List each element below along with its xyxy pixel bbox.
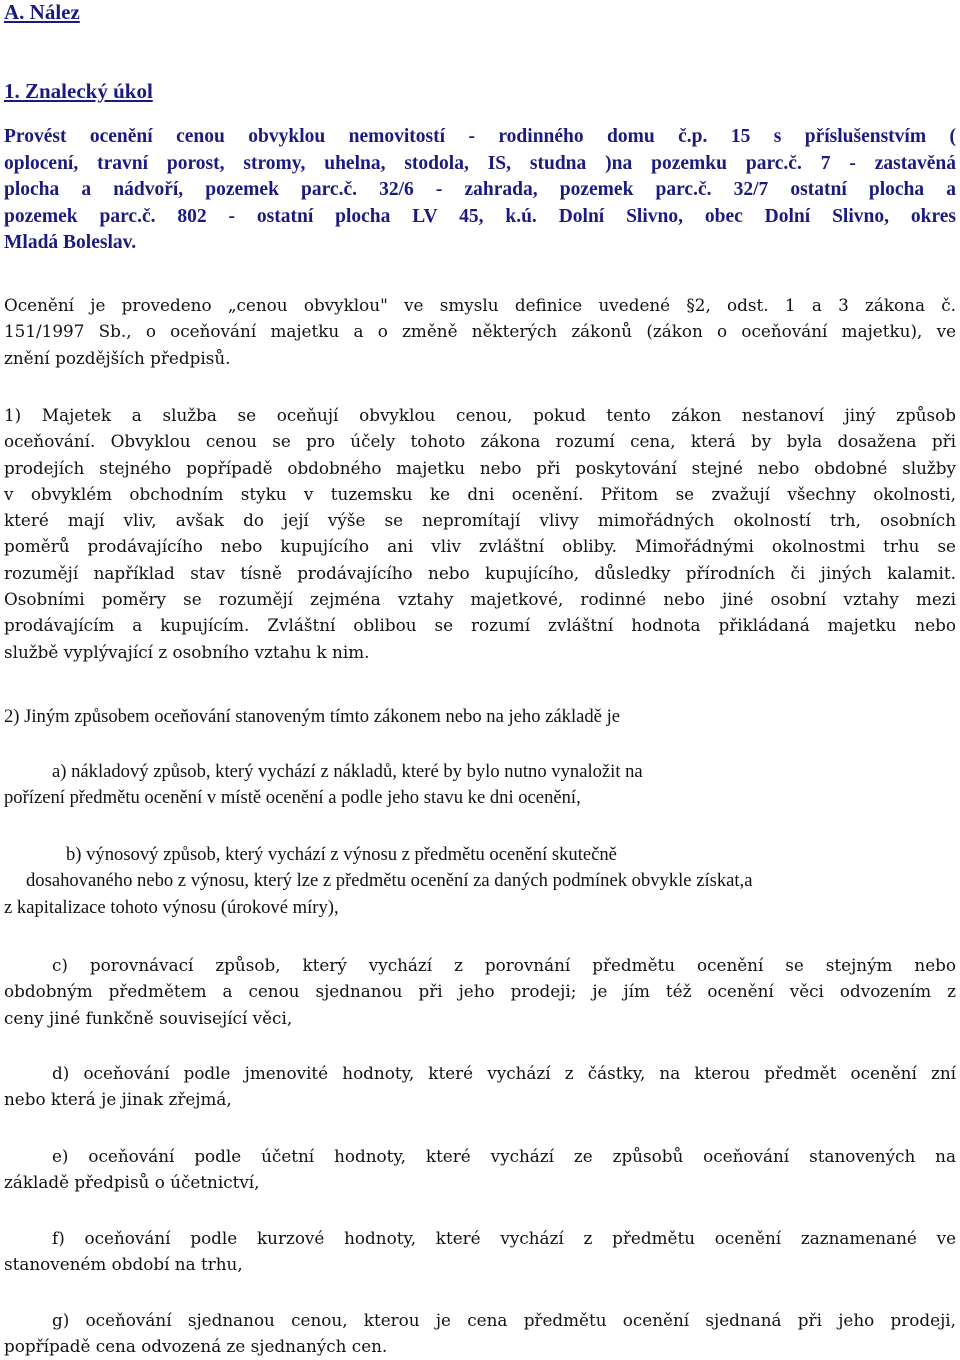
paragraph-line: službě vyplývající z osobního vztahu k nim.: [4, 641, 370, 662]
list-item-line: základě předpisů o účetnictví,: [4, 1172, 260, 1193]
task-line: Provést ocenění cenou obvyklou nemovitostí - rodinného domu č.p. 15 s příslušenstvím (: [4, 126, 956, 147]
list-item-line: popřípadě cena odvozená ze sjednaných cen.: [4, 1336, 388, 1357]
paragraph-line: poměrů prodávajícího nebo kupujícího ani vliv zvláštní obliby. Mimořádnými okolnostmi trhu se: [4, 536, 956, 557]
task-line: pozemek parc.č. 802 - ostatní plocha LV 45, k.ú. Dolní Slivno, obec Dolní Slivno, okres: [4, 205, 956, 227]
section-heading-a: A. Nález: [4, 0, 80, 24]
list-item-a: [4, 759, 956, 812]
list-item-line: pořízení předmětu ocenění v místě ocenění a podle jeho stavu ke dni ocenění,: [4, 787, 581, 809]
valuation-line: 151/1997 Sb., o oceňování majetku a o změně některých zákonů (zákon o oceňování majetku), ve: [4, 321, 956, 342]
paragraph-2: [4, 704, 956, 730]
list-item-line: obdobným předmětem a cenou sjednanou při jeho prodeji; je jím též ocenění věci odvozením z: [4, 981, 956, 1002]
paragraph-line: 2) Jiným způsobem oceňování stanoveným tímto zákonem nebo na jeho základě je: [4, 706, 620, 727]
list-item-line: g) oceňování sjednanou cenou, kterou je cena předmětu ocenění sjednaná při jeho prodeji,: [52, 1310, 956, 1330]
paragraph-line: v obvyklém obchodním styku v tuzemsku ke dni ocenění. Přitom se zvažují všechny okolnosti,: [4, 483, 956, 504]
list-item-line: d) oceňování podle jmenovité hodnoty, které vychází z částky, na kterou předmět ocenění zní: [52, 1063, 956, 1083]
list-item-line: dosahovaného nebo z výnosu, který lze z předmětu ocenění za daných podmínek obvykle získat,a: [26, 870, 753, 892]
paragraph-line: prodejích stejného popřípadě obdobného majetku nebo při poskytování stejné nebo obdobné služby: [4, 457, 956, 478]
paragraph-line: 1) Majetek a služba se oceňují obvyklou cenou, pokud tento zákon nestanoví jiný způsob: [4, 405, 956, 425]
valuation-line: Ocenění je provedeno „cenou obvyklou" ve smyslu definice uvedené §2, odst. 1 a 3 zákona č.: [4, 295, 956, 315]
task-line: oplocení, travní porost, stromy, uhelna, stodola, IS, studna )na pozemku parc.č. 7 - zastavěná: [4, 152, 956, 174]
paragraph-1: [4, 402, 956, 665]
paragraph-line: prodávajícím a kupujícím. Zvláštní oblibou se rozumí zvláštní hodnota přikládaná majetku nebo: [4, 615, 956, 636]
list-item-line: stanoveném období na trhu,: [4, 1254, 243, 1275]
task-paragraph: [4, 124, 956, 257]
list-item-c: [4, 952, 956, 1031]
list-item-e: [4, 1143, 956, 1196]
list-item-line: b) výnosový způsob, který vychází z výnosu z předmětu ocenění skutečně: [66, 844, 617, 865]
paragraph-line: rozumějí například stav tísně prodávajícího nebo kupujícího, důsledky přírodních či jiných kalamit.: [4, 562, 956, 583]
list-item-line: c) porovnávací způsob, který vychází z porovnání předmětu ocenění se stejným nebo: [52, 955, 956, 975]
section-heading-1: 1. Znalecký úkol: [4, 79, 153, 103]
list-item-f: [4, 1225, 956, 1278]
valuation-line: znění pozdějších předpisů.: [4, 347, 231, 368]
list-item-line: f) oceňování podle kurzové hodnoty, které vychází z předmětu ocenění zaznamenané ve: [52, 1228, 956, 1248]
list-item-line: nebo která je jinak zřejmá,: [4, 1089, 232, 1110]
list-item-line: a) nákladový způsob, který vychází z nákladů, které by bylo nutno vynaložit na: [52, 761, 643, 782]
paragraph-line: které mají vliv, avšak do její výše se nepromítají vlivy mimořádných okolností trh, osobních: [4, 510, 956, 531]
list-item-g: [4, 1307, 956, 1360]
task-line: Mladá Boleslav.: [4, 232, 137, 253]
paragraph-line: Osobními poměry se rozumějí zejména vztahy majetkové, rodinné nebo jiné osobní vztahy mezi: [4, 589, 956, 610]
valuation-paragraph: [4, 292, 956, 371]
list-item-b: [4, 842, 956, 921]
list-item-line: e) oceňování podle účetní hodnoty, které vychází ze způsobů oceňování stanovených na: [52, 1146, 956, 1166]
list-item-line: ceny jiné funkčně související věci,: [4, 1007, 293, 1028]
task-line: plocha a nádvoří, pozemek parc.č. 32/6 - zahrada, pozemek parc.č. 32/7 ostatní plocha a: [4, 179, 956, 200]
paragraph-line: oceňování. Obvyklou cenou se pro účely tohoto zákona rozumí cena, která by byla dosažena při: [4, 431, 956, 452]
list-item-d: [4, 1060, 956, 1113]
list-item-line: z kapitalizace tohoto výnosu (úrokové míry),: [4, 896, 339, 918]
